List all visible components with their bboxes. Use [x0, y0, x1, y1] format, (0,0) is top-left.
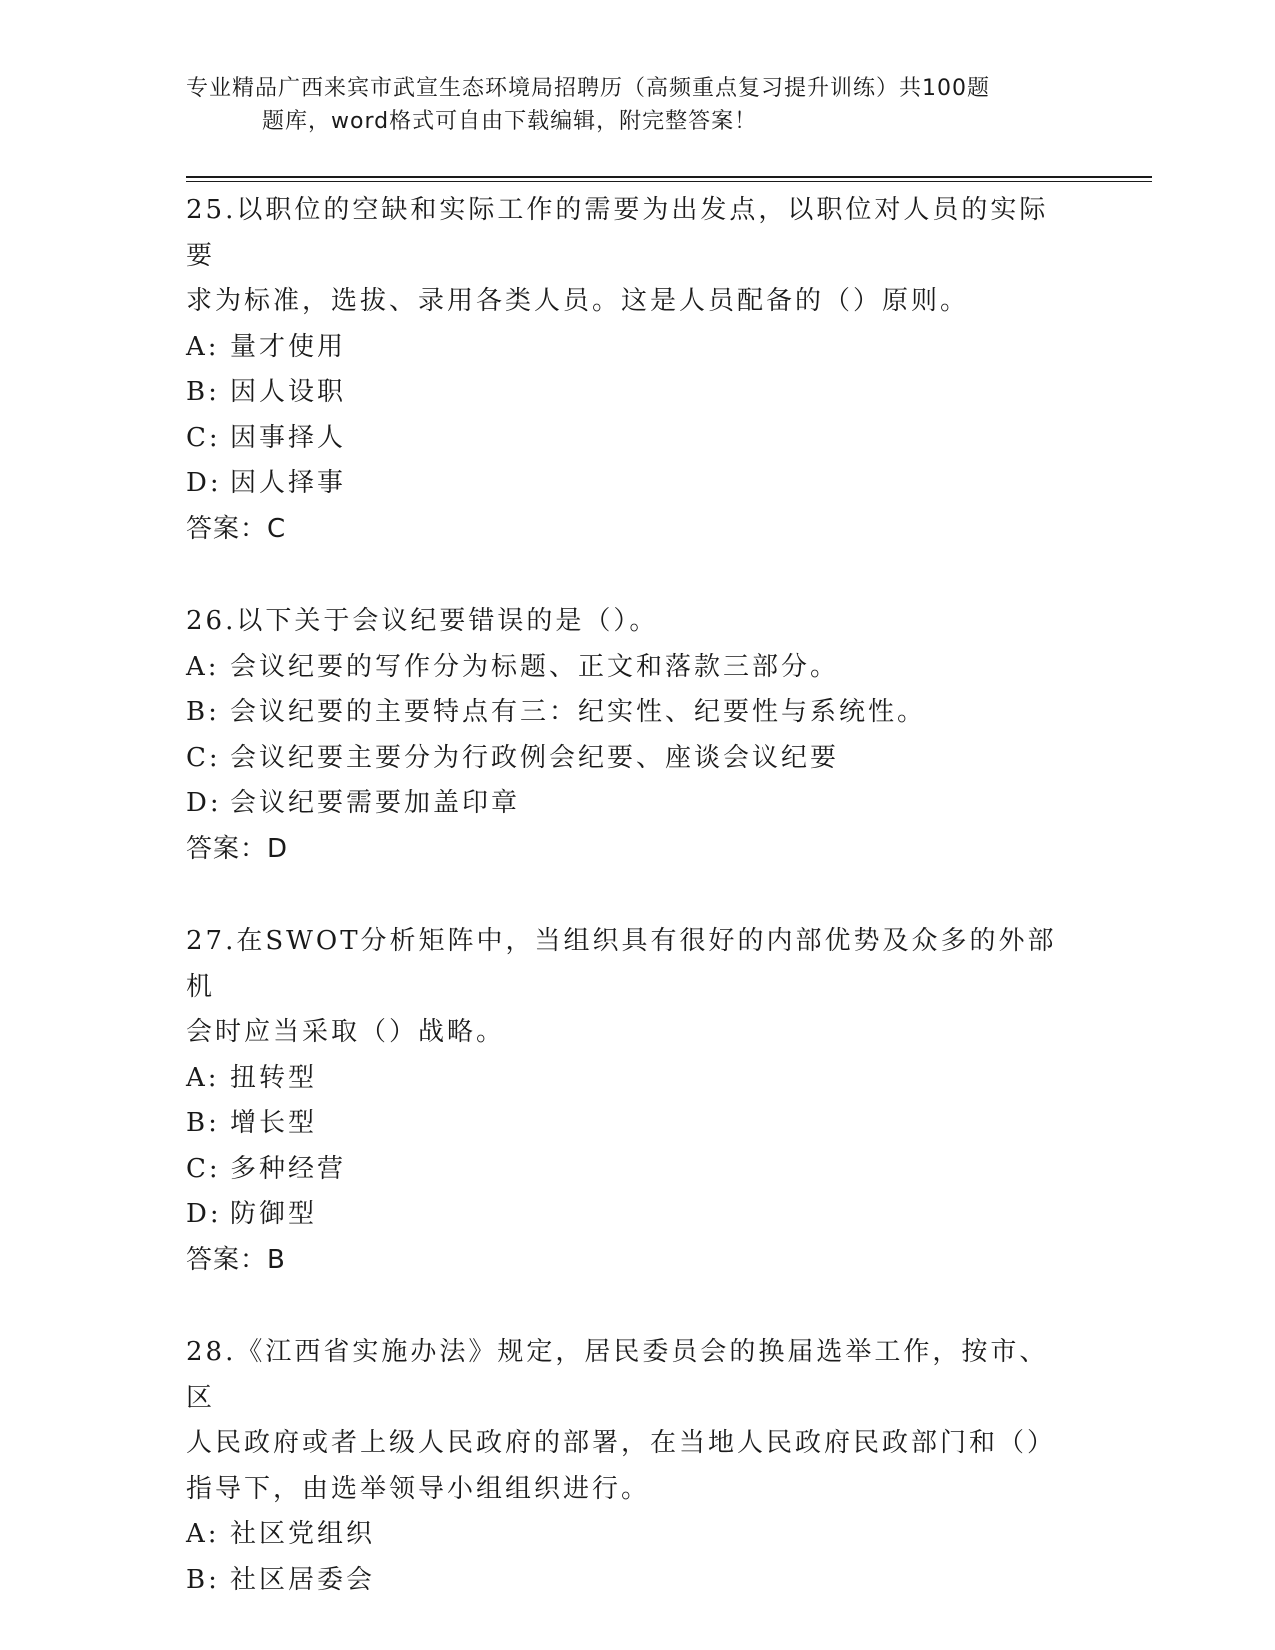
option-letter: D:	[186, 1199, 222, 1229]
question-27	[186, 919, 1076, 1283]
option-text: 增长型	[230, 1108, 318, 1138]
option-b	[186, 1558, 1076, 1604]
option-text: 扭转型	[230, 1062, 318, 1093]
option-c	[186, 416, 1076, 462]
option-letter: D:	[186, 468, 222, 498]
option-d	[186, 1192, 1076, 1238]
option-text: 因人设职	[230, 377, 347, 407]
option-letter: A:	[186, 1519, 220, 1549]
answer-line: 答案：D	[186, 833, 289, 864]
option-letter: A:	[186, 651, 220, 682]
option-letter: C:	[186, 422, 221, 453]
option-text: 防御型	[230, 1199, 318, 1229]
option-text: 社区居委会	[230, 1564, 376, 1595]
option-text: 量才使用	[230, 331, 347, 362]
question-26	[186, 599, 1076, 872]
question-list	[186, 188, 1076, 1650]
option-letter: B:	[186, 697, 220, 727]
question-stem: 26.以下关于会议纪要错误的是（）。	[186, 606, 659, 636]
answer-line: 答案：B	[186, 1244, 286, 1275]
document-header	[186, 72, 1066, 138]
option-a	[186, 1056, 1076, 1102]
option-a	[186, 1512, 1076, 1558]
question-stem: 求为标准，选拔、录用各类人员。这是人员配备的（）原则。	[186, 286, 970, 316]
header-line-1: 专业精品广西来宾市武宣生态环境局招聘历（高频重点复习提升训练）共100题	[186, 76, 990, 101]
option-text: 因事择人	[230, 422, 347, 453]
question-stem: 人民政府或者上级人民政府的部署，在当地人民政府民政部门和（）	[186, 1428, 1057, 1458]
option-text: 会议纪要的主要特点有三：纪实性、纪要性与系统性。	[230, 697, 927, 727]
option-c	[186, 1147, 1076, 1193]
option-c	[186, 736, 1076, 782]
question-25	[186, 188, 1076, 552]
option-a	[186, 645, 1076, 691]
option-b	[186, 690, 1076, 736]
option-letter: A:	[186, 1062, 220, 1093]
option-a	[186, 325, 1076, 371]
question-stem: 指导下，由选举领导小组组织进行。	[186, 1473, 651, 1504]
option-text: 多种经营	[230, 1153, 347, 1184]
option-b	[186, 1101, 1076, 1147]
option-b	[186, 370, 1076, 416]
question-28	[186, 1330, 1076, 1603]
header-divider-thick	[186, 176, 1152, 178]
option-letter: B:	[186, 377, 220, 407]
option-text: 社区党组织	[230, 1519, 376, 1549]
option-d	[186, 461, 1076, 507]
question-stem: 会时应当采取（）战略。	[186, 1017, 506, 1047]
option-letter: B:	[186, 1564, 220, 1595]
option-letter: C:	[186, 742, 221, 773]
question-stem: 25.以职位的空缺和实际工作的需要为出发点，以职位对人员的实际要	[186, 195, 1049, 271]
option-letter: C:	[186, 1153, 221, 1184]
question-stem: 28.《江西省实施办法》规定，居民委员会的换届选举工作，按市、区	[186, 1337, 1049, 1413]
option-text: 因人择事	[230, 468, 347, 498]
option-letter: A:	[186, 331, 220, 362]
option-d	[186, 781, 1076, 827]
header-divider-thin	[186, 181, 1152, 182]
option-text: 会议纪要需要加盖印章	[230, 788, 521, 818]
option-letter: B:	[186, 1108, 220, 1138]
option-text: 会议纪要主要分为行政例会纪要、座谈会议纪要	[230, 742, 840, 773]
question-stem: 27.在SWOT分析矩阵中，当组织具有很好的内部优势及众多的外部机	[186, 926, 1057, 1002]
option-text: 会议纪要的写作分为标题、正文和落款三部分。	[230, 651, 840, 682]
answer-line: 答案：C	[186, 513, 287, 544]
option-letter: D:	[186, 788, 222, 818]
header-line-2: 题库，word格式可自由下载编辑，附完整答案！	[262, 109, 758, 134]
